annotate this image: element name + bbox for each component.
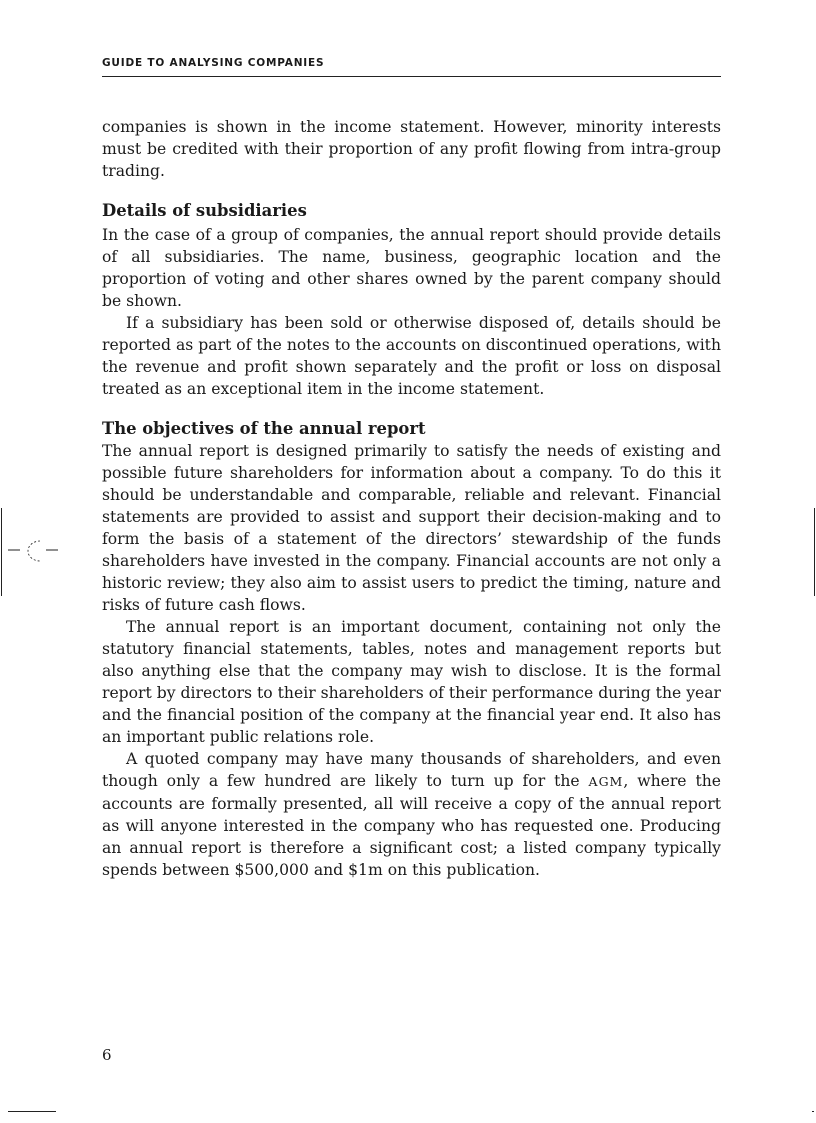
paragraph-subsidiaries-intro: In the case of a group of companies, the annual report should provide details of all subsidiaries. The name, business, geographic location and the proportion of voting and other shares owned by the parent company should be shown. <box>102 226 721 310</box>
heading-objectives-annual-report: The objectives of the annual report <box>102 419 426 438</box>
paragraph-annual-report-document: The annual report is an important document, containing not only the statutory financial statements, tables, notes and management reports but also anything else that the company may wish to disclose. It is the formal report by directors to their shareholders of their performance during the year and the financial position of the company at the financial year end. It also has an important public relations role. <box>102 618 721 746</box>
paragraph-subsidiary-disposal: If a subsidiary has been sold or otherwise disposed of, details should be reported as part of the notes to the accounts on discontinued operations, with the revenue and profit shown separately and the profit or loss on disposal treated as an exceptional item in the income statement. <box>102 314 721 398</box>
running-head: GUIDE TO ANALYSING COMPANIES <box>102 57 325 69</box>
registration-mark-icon <box>0 505 60 595</box>
text-run: A quoted company may have many thousands of shareholders, and even though only a few hundred are likely to turn up for the <box>102 750 721 790</box>
header-rule <box>102 76 721 77</box>
page-number: 6 <box>102 1046 112 1064</box>
crop-mark-right <box>814 508 815 596</box>
crop-mark-bottom-left <box>8 1111 56 1112</box>
paragraph-objectives: The annual report is designed primarily to satisfy the needs of existing and possible future shareholders for information about a company. To do this it should be understandable and comparable, reliable and relevant. Financial statements are provided to assist and support their decision-making and to form the basis of a statement of the directors’ stewardship of the funds shareholders have invested in the company. Financial accounts are not only a historic review; they also aim to assist users to predict the timing, nature and risks of future cash flows. <box>102 442 721 614</box>
text-run: , where the accounts are formally presented, all will receive a copy of the annual report as will anyone interested in the company who has requested one. Producing an annual report is therefore a significant cost; a listed company typically spends between $500,000 and $1m on this publication. <box>102 772 721 879</box>
agm-small-caps: AGM <box>588 774 624 789</box>
paragraph-quoted-company <box>102 748 721 881</box>
body-text <box>102 116 721 881</box>
heading-details-of-subsidiaries: Details of subsidiaries <box>102 201 307 220</box>
crop-mark-bottom-right-dot <box>812 1111 814 1112</box>
paragraph-continued: companies is shown in the income statement. However, minority interests must be credited with their proportion of any profit flowing from intra-group trading. <box>102 118 721 180</box>
